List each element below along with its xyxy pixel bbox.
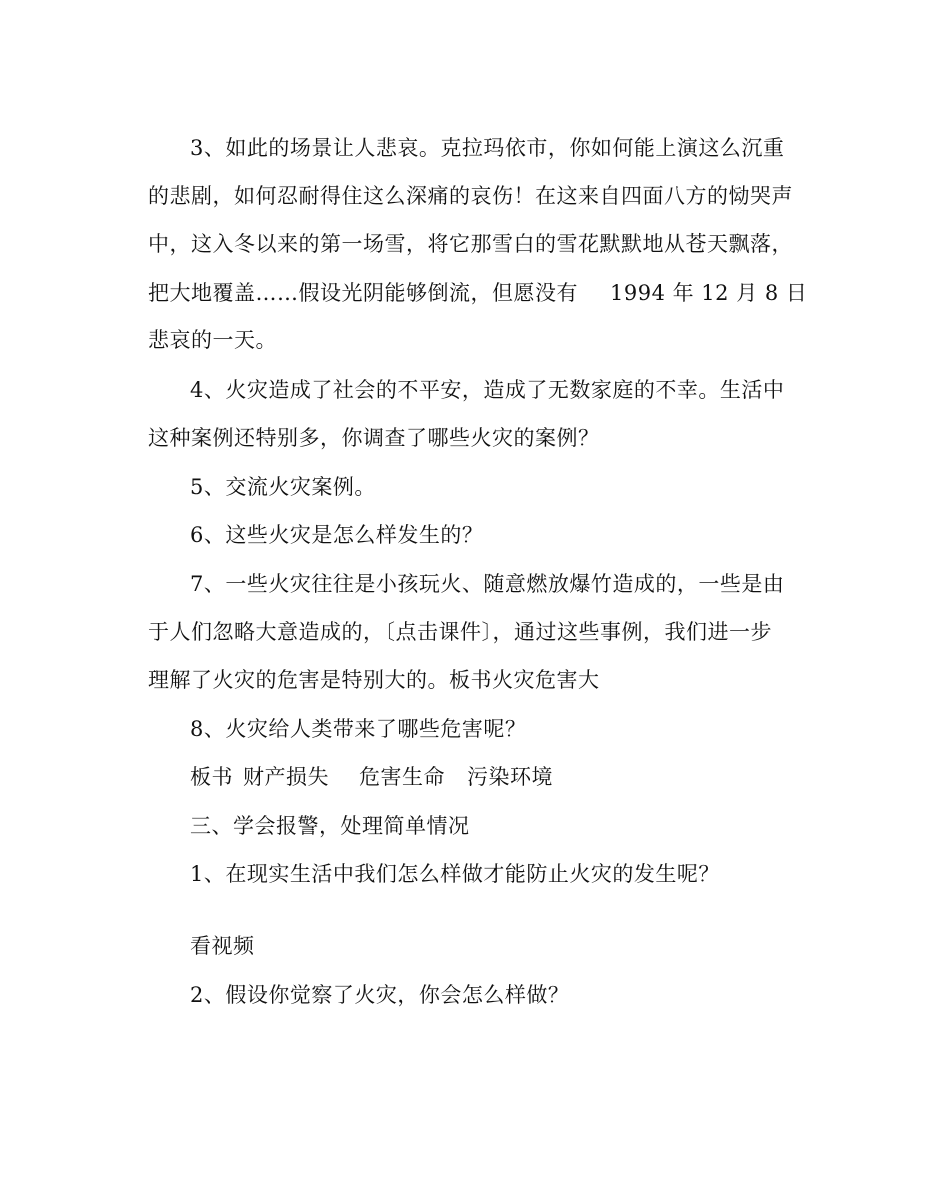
paragraph-6: 6、这些火灾是怎么样发生的？ <box>190 523 484 547</box>
paragraph-7-line-3: 理解了火灾的危害是特别大的。板书火灾危害大 <box>148 668 600 692</box>
paragraph-3-line-4 <box>148 279 807 307</box>
board-label: 板书 <box>190 765 233 789</box>
paragraph-3-line-5: 悲哀的一天。 <box>148 328 277 352</box>
board-item-property-loss: 财产损失 <box>243 765 329 789</box>
paragraph-3-date: 1994 年 12 月 8 日 <box>610 281 808 305</box>
paragraph-7-line-2: 于人们忽略大意造成的，〔点击课件〕，通过这些事例，我们进一步 <box>148 620 772 644</box>
board-notes-line <box>190 763 553 791</box>
board-item-pollution: 污染环境 <box>467 765 553 789</box>
paragraph-8: 8、火灾给人类带来了哪些危害呢？ <box>190 717 527 741</box>
paragraph-3-line-3: 中，这入冬以来的第一场雪，将它那雪白的雪花默默地从苍天飘落， <box>148 232 793 256</box>
section-3-item-2: 2、假设你觉察了火灾，你会怎么样做？ <box>190 983 570 1007</box>
paragraph-4-line-1: 4、火灾造成了社会的不平安，造成了无数家庭的不幸。生活中 <box>190 378 785 402</box>
paragraph-3-line-4-text: 把大地覆盖……假设光阴能够倒流，但愿没有 <box>148 281 578 305</box>
section-3-item-1: 1、在现实生活中我们怎么样做才能防止火灾的发生呢？ <box>190 862 720 886</box>
board-item-life-danger: 危害生命 <box>359 765 445 789</box>
paragraph-3-line-1: 3、如此的场景让人悲哀。克拉玛依市，你如何能上演这么沉重 <box>190 136 785 160</box>
paragraph-5: 5、交流火灾案例。 <box>190 475 376 499</box>
watch-video-note: 看视频 <box>190 934 255 958</box>
paragraph-4-line-2: 这种案例还特别多，你调查了哪些火灾的案例？ <box>148 426 600 450</box>
section-3-heading: 三、学会报警，处理简单情况 <box>190 814 470 838</box>
paragraph-3-line-2: 的悲剧，如何忍耐得住这么深痛的哀伤！在这来自四面八方的恸哭声 <box>148 184 793 208</box>
paragraph-7-line-1: 7、一些火灾往往是小孩玩火、随意燃放爆竹造成的，一些是由 <box>190 572 785 596</box>
